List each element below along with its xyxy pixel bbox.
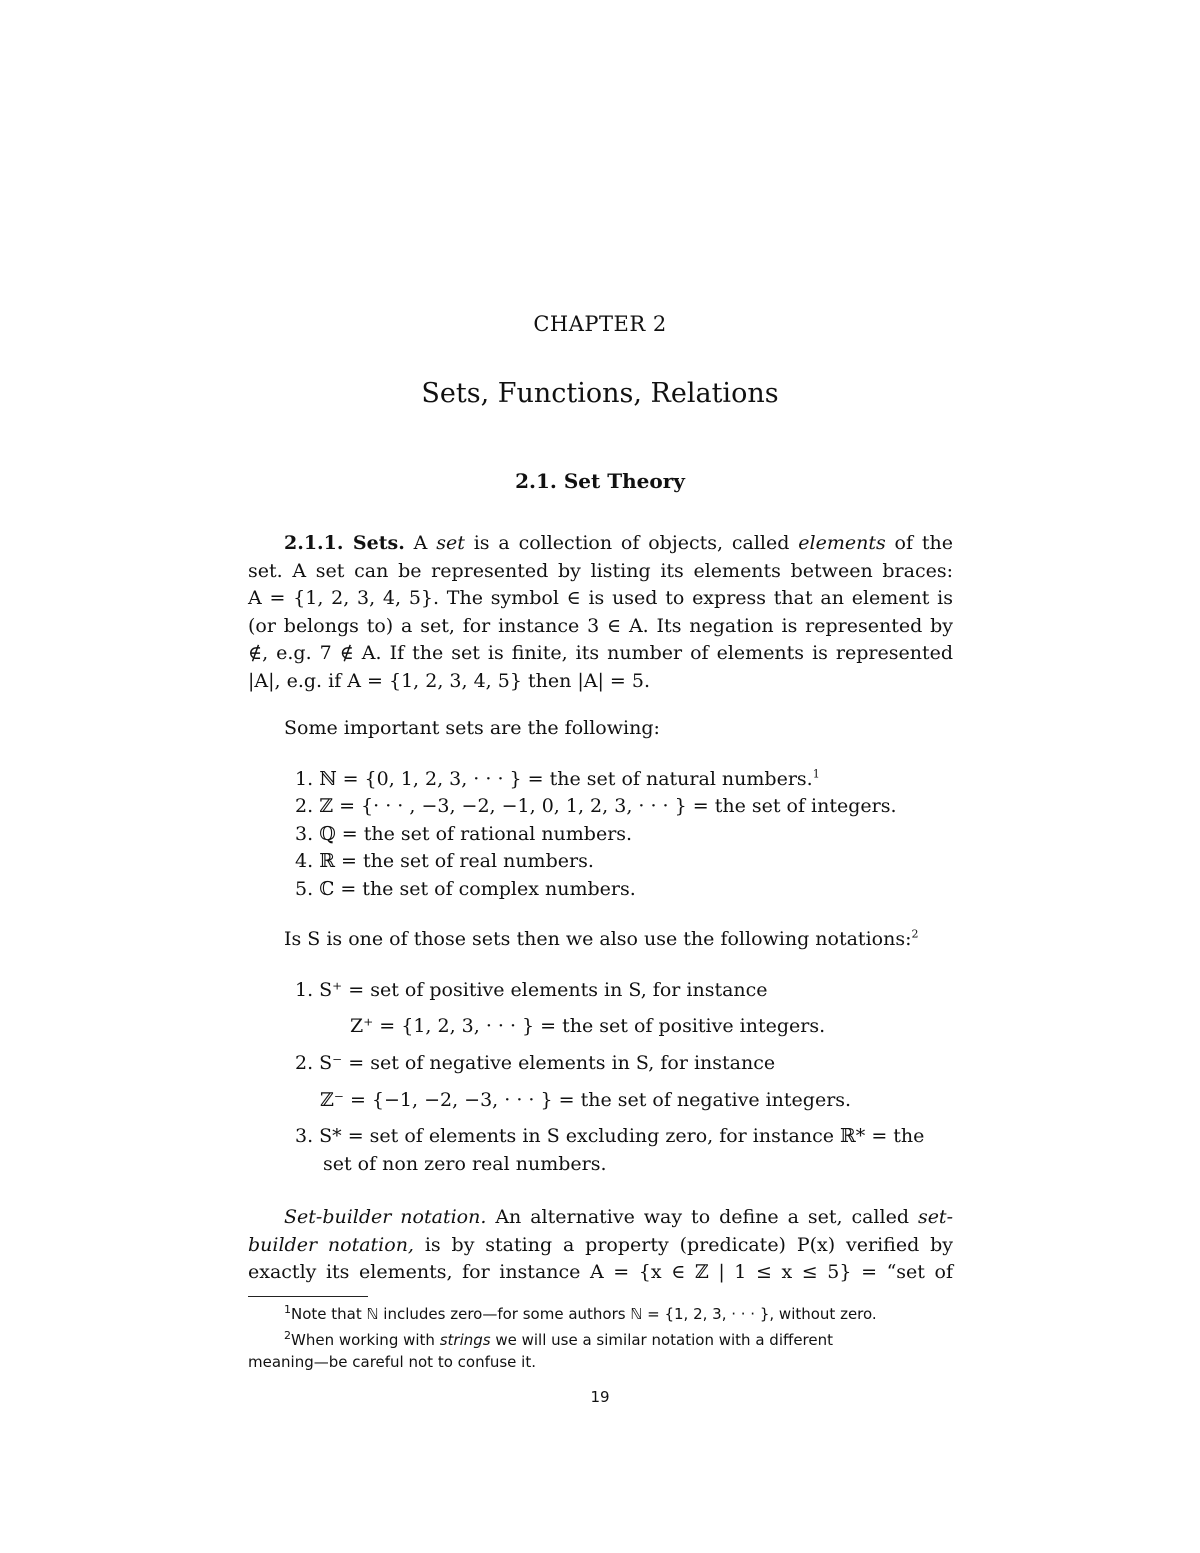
setbuilder-paragraph	[248, 1204, 953, 1287]
page-number: 19	[590, 1388, 610, 1406]
paragraph-line: set. A set can be represented by listing its elements between braces:	[248, 559, 953, 582]
footnote-mark: 2	[284, 1329, 291, 1342]
notation-item-2: 2. S⁻ = set of negative elements in S, for instance	[295, 1052, 776, 1074]
notation-item-1: 1. S⁺ = set of positive elements in S, for instance	[295, 979, 768, 1001]
setbuilder-title: Set-builder notation.	[284, 1206, 487, 1228]
emphasis-elements: elements	[798, 532, 886, 554]
item-text: ℚ = the set of rational numbers.	[319, 822, 633, 845]
footnote-ref: 1	[812, 767, 820, 781]
item-number: 2.	[295, 795, 314, 818]
item-text: ℝ = the set of real numbers.	[319, 850, 594, 873]
subsection-title: 2.1.1. Sets.	[284, 532, 405, 554]
footnote-ref: 2	[911, 927, 919, 941]
display-equation-2: ℤ⁻ = {−1, −2, −3, · · · } = the set of negative integers.	[320, 1089, 852, 1111]
footnote-line	[248, 1329, 953, 1351]
footnote-text: Note that ℕ includes zero—for some authors ℕ = {1, 2, 3, · · · }, without zero.	[291, 1305, 877, 1323]
paragraph-line: |A|, e.g. if A = {1, 2, 3, 4, 5} then |A| = 5.	[248, 669, 651, 692]
emphasis-builder-notation: builder notation,	[248, 1233, 414, 1256]
item-text: ℕ = {0, 1, 2, 3, · · · } = the set of natural numbers.	[319, 768, 813, 790]
list-item	[295, 848, 897, 875]
text-run: An alternative way to define a set, called	[486, 1206, 918, 1228]
text-run: is by stating a property (predicate) P(x) verified by	[413, 1233, 953, 1256]
list-item	[295, 821, 897, 848]
footnote-mark: 1	[284, 1303, 291, 1316]
footnote-rule	[248, 1296, 368, 1297]
item-number: 3.	[295, 822, 314, 845]
list-item	[295, 766, 897, 793]
emphasis-strings: strings	[439, 1331, 491, 1349]
notation-item-3: 3. S* = set of elements in S excluding zero, for instance ℝ* = the	[295, 1125, 925, 1147]
notations-intro-text: Is S is one of those sets then we also use the following notations:	[284, 928, 912, 950]
emphasis-set-builder: set-	[917, 1206, 953, 1228]
important-sets-list	[295, 766, 897, 903]
paragraph-line: A = {1, 2, 3, 4, 5}. The symbol ∈ is used to express that an element is	[248, 587, 953, 610]
footnote-1	[284, 1303, 964, 1325]
text-run: of the	[885, 532, 953, 554]
item-text: ℂ = the set of complex numbers.	[319, 877, 636, 900]
paragraph-line: (or belongs to) a set, for instance 3 ∈ A. Its negation is represented by	[248, 614, 953, 637]
sets-paragraph	[248, 530, 953, 696]
footnote-line: meaning—be careful not to confuse it.	[248, 1353, 536, 1371]
paragraph-line	[248, 1204, 953, 1232]
item-text: ℤ = {· · · , −3, −2, −1, 0, 1, 2, 3, · · · } = the set of integers.	[319, 795, 897, 818]
paragraph-line: ∉, e.g. 7 ∉ A. If the set is finite, its number of elements is represented	[248, 642, 953, 665]
text-run: A	[413, 532, 437, 554]
paragraph-line	[248, 1232, 953, 1260]
item-number: 4.	[295, 850, 314, 873]
list-item	[295, 793, 897, 820]
emphasis-set: set	[436, 532, 465, 554]
important-sets-intro: Some important sets are the following:	[284, 717, 660, 739]
display-equation-1: Z⁺ = {1, 2, 3, · · · } = the set of positive integers.	[350, 1015, 826, 1037]
paragraph-line	[248, 530, 953, 558]
notation-item-3-cont: set of non zero real numbers.	[323, 1153, 607, 1175]
list-item	[295, 876, 897, 903]
footnote-2	[248, 1329, 953, 1373]
footnote-text: When working with	[291, 1331, 440, 1349]
chapter-title: Sets, Functions, Relations	[421, 378, 779, 409]
footnote-text: we will use a similar notation with a different	[490, 1331, 833, 1349]
item-number: 1.	[295, 768, 314, 790]
chapter-label: CHAPTER 2	[533, 312, 667, 336]
paragraph-line: exactly its elements, for instance A = {x ∈ ℤ | 1 ≤ x ≤ 5} = “set of	[248, 1261, 953, 1284]
section-heading: 2.1. Set Theory	[515, 469, 685, 493]
notations-intro	[284, 926, 989, 954]
item-number: 5.	[295, 877, 314, 900]
text-run: is a collection of objects, called	[464, 532, 799, 554]
